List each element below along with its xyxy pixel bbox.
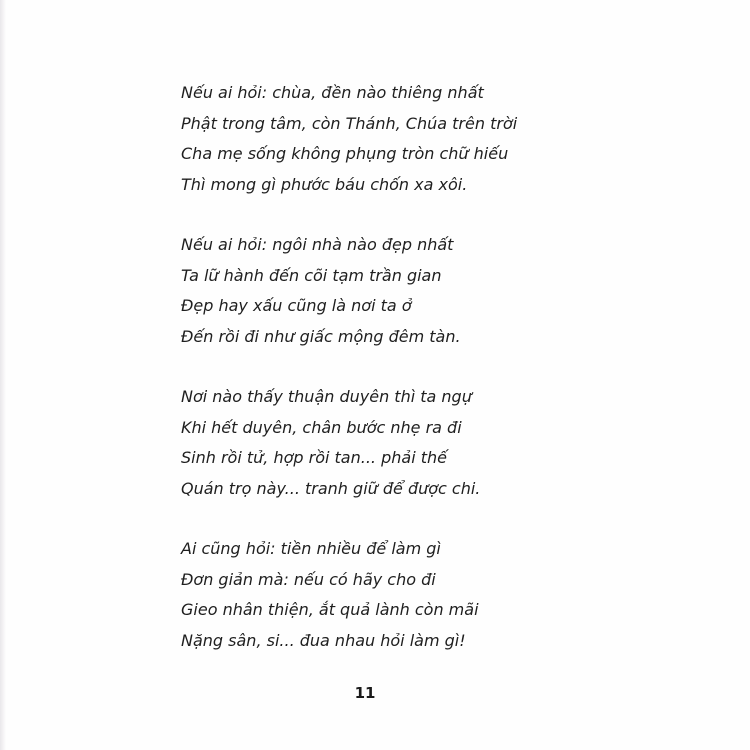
poem-line: Đẹp hay xấu cũng là nơi ta ở xyxy=(181,296,412,315)
poem-line: Cha mẹ sống không phụng tròn chữ hiếu xyxy=(181,144,509,163)
poem xyxy=(181,78,517,686)
page-number: 11 xyxy=(354,684,376,702)
poem-line: Quán trọ này... tranh giữ để được chi. xyxy=(181,478,481,498)
poem-line: Nơi nào thấy thuận duyên thì ta ngự xyxy=(181,387,472,406)
stanza-3 xyxy=(181,382,517,504)
stanza-2 xyxy=(181,230,517,352)
poem-line: Nếu ai hỏi: ngôi nhà nào đẹp nhất xyxy=(181,235,454,254)
poem-line: Sinh rồi tử, hợp rồi tan... phải thế xyxy=(181,448,447,467)
poem-line: Nếu ai hỏi: chùa, đền nào thiêng nhất xyxy=(181,83,484,102)
poem-line: Ta lữ hành đến cõi tạm trần gian xyxy=(181,265,442,285)
page-edge-shadow xyxy=(0,0,6,750)
poem-line: Khi hết duyên, chân bước nhẹ ra đi xyxy=(181,417,462,437)
poem-line: Thì mong gì phước báu chốn xa xôi. xyxy=(181,174,468,194)
poem-line: Đơn giản mà: nếu có hãy cho đi xyxy=(181,569,436,589)
poem-line: Đến rồi đi như giấc mộng đêm tàn. xyxy=(181,326,461,346)
poem-line: Gieo nhân thiện, ắt quả lành còn mãi xyxy=(181,600,479,619)
poem-line: Phật trong tâm, còn Thánh, Chúa trên trời xyxy=(181,113,518,133)
poem-line: Nặng sân, si... đua nhau hỏi làm gì! xyxy=(181,630,466,650)
stanza-4 xyxy=(181,534,517,656)
poem-line: Ai cũng hỏi: tiền nhiều để làm gì xyxy=(181,539,441,558)
stanza-1 xyxy=(181,78,517,200)
